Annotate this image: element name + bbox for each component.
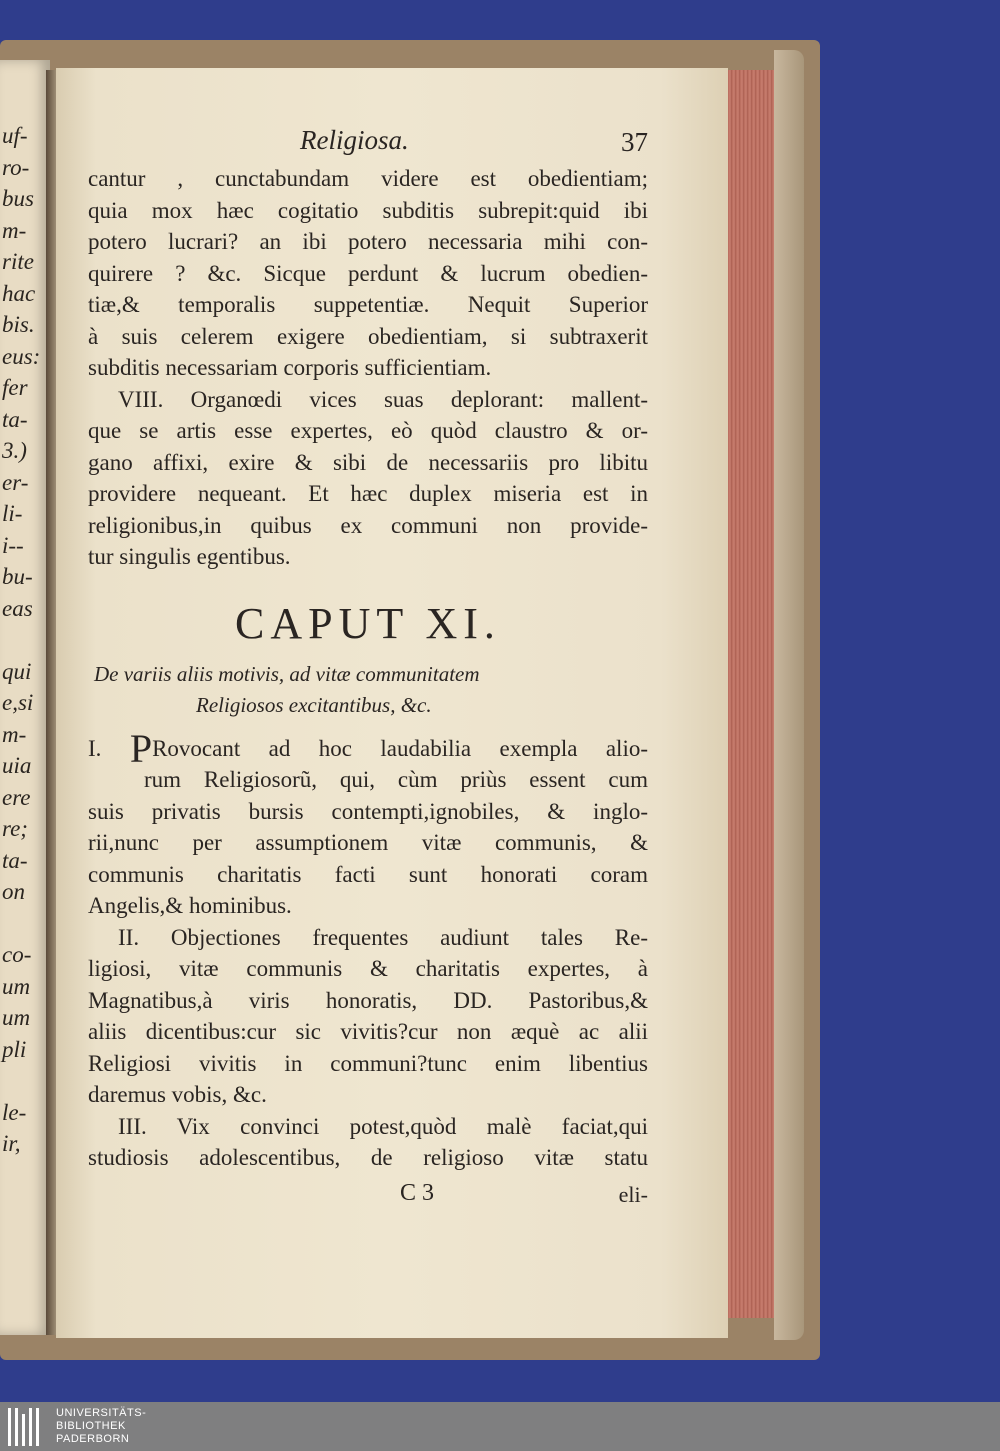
- chapter-subtitle-line: Religiosos excitantibus, &c.: [196, 692, 432, 717]
- library-name-line: PADERBORN: [56, 1433, 130, 1445]
- left-margin-fragment: eas: [2, 595, 33, 621]
- paragraph-ii: [88, 922, 648, 1111]
- text-line: religionibus,in quibus ex communi non provide-: [88, 512, 648, 538]
- paragraph-number: I.: [88, 735, 102, 761]
- text-line: studiosis adolescentibus, de religioso vitæ statu: [88, 1145, 648, 1170]
- left-margin-fragment: li-: [2, 501, 23, 526]
- running-head: Religiosa.: [300, 125, 409, 155]
- chapter-subtitle-line: De variis aliis motivis, ad vitæ communitatem: [94, 661, 480, 686]
- paragraph-top: [88, 163, 648, 384]
- text-line: à suis celerem exigere obedientiam, si subtraxerit: [88, 323, 648, 349]
- text-line: daremus vobis, &c.: [88, 1082, 267, 1107]
- cover-edge: [774, 50, 804, 1340]
- library-logo-icon: [6, 1408, 42, 1446]
- text-line: III. Vix convinci potest,quòd malè faciat,qui: [118, 1113, 648, 1139]
- library-name: [56, 1407, 146, 1446]
- text-line: providere nequeant. Et hæc duplex miseria est in: [88, 481, 648, 506]
- left-page: [0, 60, 50, 1335]
- text-line: tiæ,& temporalis suppetentiæ. Nequit Superior: [88, 292, 648, 317]
- text-line: cantur , cunctabundam videre est obedientiam;: [88, 166, 648, 191]
- left-margin-fragment: m-: [2, 721, 27, 747]
- left-margin-fragment: [2, 624, 50, 656]
- library-footer-bar: [0, 1402, 1000, 1451]
- left-margin-fragment: ta-: [2, 406, 28, 432]
- chapter-title: CAPUT XI.: [235, 598, 501, 648]
- text-line: Magnatibus,à viris honoratis, DD. Pastoribus,&: [88, 987, 648, 1013]
- left-margin-fragment: ere: [2, 784, 31, 810]
- library-name-line: UNIVERSITÄTS-: [56, 1407, 147, 1419]
- text-line: Religiosi vivitis in communi?tunc enim libentius: [88, 1050, 648, 1076]
- left-margin-fragments: [0, 60, 50, 1160]
- left-margin-fragment: [2, 908, 50, 940]
- left-margin-fragment: rite: [2, 249, 34, 274]
- text-line: subditis necessariam corporis sufficientiam.: [88, 355, 492, 380]
- left-margin-fragment: bus: [2, 186, 34, 211]
- text-line: tur singulis egentibus.: [88, 544, 291, 569]
- left-margin-fragment: um: [2, 1005, 31, 1030]
- text-line: rii,nunc per assumptionem vitæ communis, &: [88, 830, 648, 855]
- text-line: aliis dicentibus:cur sic vivitis?cur non æquè ac alii: [88, 1019, 648, 1044]
- catchword: eli-: [618, 1181, 648, 1207]
- text-line: [88, 725, 648, 771]
- text-line: VIII. Organœdi vices suas deplorant: mallent-: [118, 386, 648, 412]
- left-margin-fragment: bis.: [2, 312, 35, 337]
- left-margin-fragment: on: [2, 879, 25, 904]
- left-margin-fragment: le-: [2, 1099, 27, 1125]
- page-text: [88, 125, 648, 1216]
- left-margin-fragment: e,si: [2, 690, 34, 715]
- left-margin-fragment: uia: [2, 753, 32, 778]
- library-name-line: BIBLIOTHEK: [56, 1420, 126, 1432]
- signature-mark: C 3: [400, 1179, 435, 1206]
- left-margin-fragment: pli: [2, 1036, 27, 1062]
- page-header: [88, 125, 648, 163]
- left-margin-fragment: m-: [2, 217, 27, 243]
- text-line: que se artis esse expertes, eò quòd claustro & or-: [88, 418, 648, 443]
- text-line: Angelis,& hominibus.: [88, 893, 292, 918]
- drop-cap: P: [129, 725, 153, 771]
- paragraph-i: [88, 725, 648, 922]
- page-footer: [88, 1180, 648, 1216]
- left-margin-fragment: re;: [2, 816, 28, 841]
- left-margin-fragment: fer: [2, 375, 28, 400]
- left-margin-fragment: bu-: [2, 564, 33, 589]
- text-line: ligiosi, vitæ communis & charitatis expertes, à: [88, 956, 648, 981]
- text-line: quirere ? &c. Sicque perdunt & lucrum obedien-: [88, 260, 648, 286]
- text-line: II. Objectiones frequentes audiunt tales Re-: [118, 924, 648, 950]
- left-margin-fragment: uf-: [2, 123, 28, 148]
- left-margin-fragment: ro-: [2, 154, 30, 180]
- left-margin-fragment: ir,: [2, 1131, 21, 1156]
- text-line: suis privatis bursis contempti,ignobiles, & inglo-: [88, 798, 648, 824]
- page-edges: [728, 70, 774, 1318]
- paragraph-iii: [88, 1111, 648, 1174]
- left-margin-fragment: 3.): [2, 438, 27, 463]
- page-number: 37: [621, 127, 648, 157]
- paragraph-viii: [88, 384, 648, 573]
- left-margin-fragment: qui: [2, 658, 32, 684]
- left-margin-fragment: er-: [2, 469, 29, 495]
- left-margin-fragment: hac: [2, 280, 36, 306]
- left-margin-fragment: co-: [2, 942, 32, 967]
- text-line: gano affixi, exire & sibi de necessariis pro libitu: [88, 449, 648, 475]
- left-margin-fragment: [2, 1065, 50, 1097]
- text-line: communis charitatis facti sunt honorati coram: [88, 861, 648, 887]
- text-line: potero lucrari? an ibi potero necessaria mihi con-: [88, 229, 648, 254]
- text-line: quia mox hæc cogitatio subditis subrepit:quid ibi: [88, 197, 648, 223]
- left-margin-fragment: i--: [2, 532, 24, 558]
- left-margin-fragment: eus:: [2, 343, 41, 369]
- text-span: Rovocant ad hoc laudabilia exempla alio-: [152, 735, 648, 761]
- text-line: rum Religiosorũ, qui, cùm priùs essent cum: [144, 767, 648, 792]
- left-margin-fragment: um: [2, 973, 31, 999]
- left-margin-fragment: ta-: [2, 847, 28, 873]
